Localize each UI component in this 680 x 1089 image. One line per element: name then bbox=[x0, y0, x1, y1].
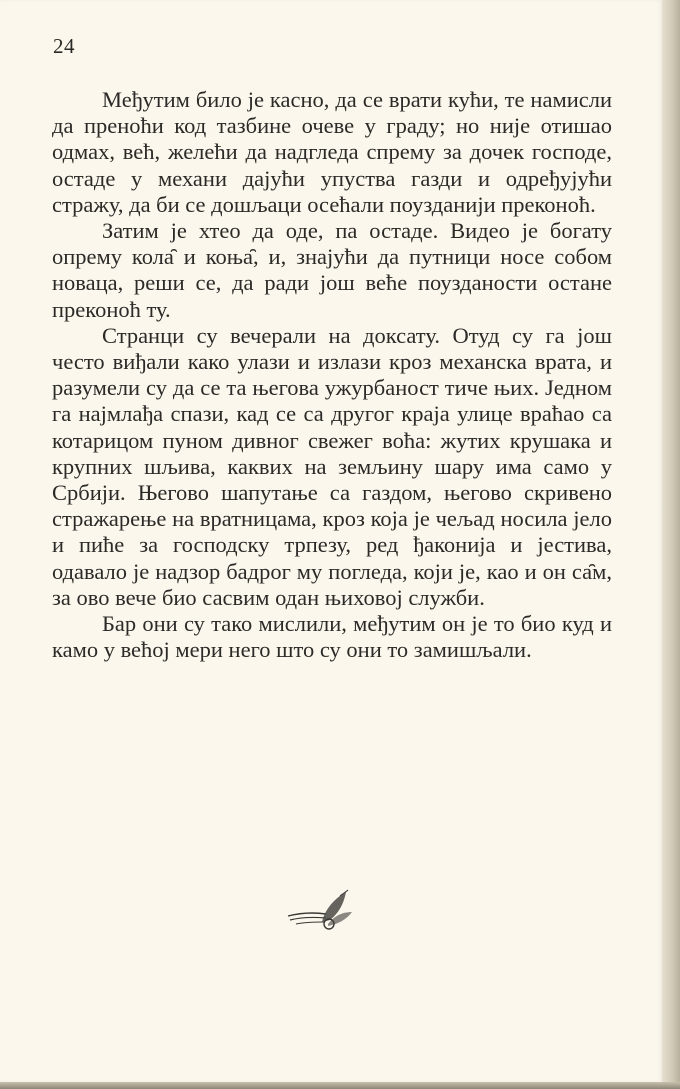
paragraph-1: Међутим било је касно, да се врати кући, те намисли да преноћи код тазбине очеве у граду; но није отишао одмах, већ, желећи да надгледа спрему за дочек господе, остаде у механи дајући упуства газди и одређујући стражу, да би се дошљаци осећали поузданији преконоћ. bbox=[52, 87, 612, 217]
page-number: 24 bbox=[53, 34, 75, 58]
page-edge-bottom bbox=[0, 1082, 680, 1089]
paragraph-4: Бар они су тако мислили, међутим он је то био куд и камо у већој мери него што су они то замишљали. bbox=[52, 611, 612, 663]
body-text bbox=[52, 87, 612, 663]
leaf-vignette-icon bbox=[282, 886, 362, 932]
paragraph-2: Затим је хтео да оде, па остаде. Видео је богату опрему кола̑ и коња̑, и, знајући да путници носе собом новаца, реши се, да ради још веће поузданости остане преконоћ ту. bbox=[52, 218, 612, 322]
paragraph-3: Странци су вечерали на доксату. Отуд су га још често виђали како улази и излази кроз механска врата, и разумели су да се та његова ужурбаност тиче њих. Једном га најмлађа спази, кад се са другог краја улице враћао са котарицом пуном дивног свежег воћа: жутих крушака и крупних шљива, каквих на земљину шару има само у Србији. Његово шапутање са газдом, његово скривено стражарење на вратницама, кроз која је чељад носила јело и пиће за господску трпезу, ред ђаконија и јестива, одавало је надзор бадрог му погледа, који је, као и он са̑м, за ово вече био сасвим одан њиховој служби. bbox=[52, 322, 612, 610]
page-edge-right bbox=[662, 0, 680, 1089]
